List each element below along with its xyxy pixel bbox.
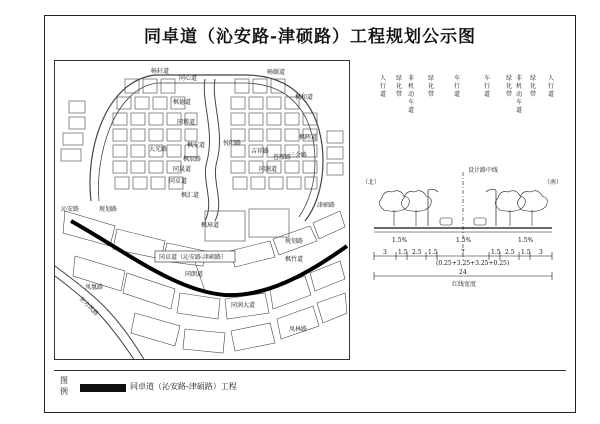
- slope-mid: 1.5%: [456, 237, 472, 244]
- dim-value: 7: [461, 249, 465, 256]
- lane-label-t3: 非机动车道: [408, 75, 415, 114]
- map-label: 津硕路: [317, 202, 336, 209]
- map-label: 枫璋道: [201, 222, 220, 229]
- lane-label-t1: 人行道: [380, 75, 387, 98]
- lane-label-t6: 车行道: [484, 75, 491, 98]
- map-label: 畅轩道: [151, 68, 170, 75]
- map-label: 东方风路: [77, 295, 100, 318]
- dim-value: 1.5: [491, 249, 501, 256]
- lane-label-t4: 绿化带: [428, 75, 435, 98]
- lane-label-t10: 人行道: [548, 75, 555, 98]
- map-label: 同润大道: [231, 302, 256, 309]
- dim-value: 1.5: [428, 249, 438, 256]
- total-width: 24: [459, 269, 467, 276]
- trees: [379, 191, 547, 226]
- cross-section-drawing: [356, 60, 566, 360]
- dim-value: 1.5: [398, 249, 408, 256]
- lane-label-t8: 非机动车道: [516, 75, 523, 114]
- map-label: 规划路: [99, 206, 118, 213]
- map-label: 同源道: [259, 166, 278, 173]
- map-label: 枫汇道: [181, 192, 200, 199]
- map-label: 大光路: [149, 146, 168, 153]
- legend-label: 图 例: [60, 376, 68, 396]
- lane-label-t9: 绿化带: [530, 75, 537, 98]
- centerline-label: 设计路中线: [468, 167, 499, 174]
- map-label: 同朗道: [185, 271, 204, 278]
- dim-value: 1.5: [521, 249, 531, 256]
- dim-value: 3: [383, 249, 387, 256]
- map-label: 枫晖道: [299, 134, 318, 141]
- map-label: 沁安路: [61, 206, 80, 213]
- map-label: 悦阳路: [223, 140, 242, 147]
- lane-label-t5: 车行道: [454, 75, 461, 98]
- map-label: 枫辰路: [183, 156, 202, 163]
- map-label: 同卓道: [169, 178, 188, 185]
- legend-swatch: [80, 384, 126, 392]
- map-label: 吉祥路: [251, 148, 270, 155]
- map-label: 同心道: [179, 75, 198, 82]
- legend-text: 同卓道（沁安路-津硕路）工程: [130, 382, 237, 391]
- map-label: 枫竹道: [285, 256, 304, 263]
- dim-value: 2.5: [505, 249, 515, 256]
- slope-left: 1.5%: [392, 237, 408, 244]
- total-width-label: 红线宽度: [452, 281, 477, 288]
- page-title: 同卓道（沁安路-津硕路）工程规划公示图: [143, 27, 477, 47]
- planning-map: [54, 60, 350, 360]
- map-label: 同博道: [177, 119, 196, 126]
- map-label: 枫和道: [295, 94, 314, 101]
- dim-value: 2.5: [412, 249, 422, 256]
- dim-value: 3: [539, 249, 543, 256]
- lane-labels: [380, 74, 554, 114]
- map-label: 凤凰路: [85, 284, 104, 291]
- map-label: 凤林路: [289, 326, 308, 333]
- side-label-north: （北）: [362, 179, 381, 186]
- map-roads: [55, 75, 347, 360]
- map-label: 同晟道: [173, 166, 192, 173]
- callout-text: 同卓道（沁安路-津硕路）: [159, 254, 228, 261]
- road-cross-section: [356, 60, 566, 360]
- side-label-south: （南）: [544, 179, 563, 186]
- map-label: 枫德道: [173, 99, 192, 106]
- map-label: 规划路: [285, 238, 304, 245]
- lane-label-t7: 绿化带: [506, 75, 513, 98]
- sub-dimension: (0.25+3.25+3.25+0.25): [436, 260, 510, 267]
- legend: [54, 370, 566, 405]
- lane-label-t2: 绿化带: [396, 75, 403, 98]
- map-label: 枫安道: [187, 142, 206, 149]
- slope-right: 1.5%: [518, 237, 534, 244]
- map-label: 苍雁路: [273, 154, 292, 161]
- map-label: 畅颐道: [267, 69, 286, 76]
- map-drawing: [55, 61, 350, 360]
- map-label: 三会路: [289, 152, 308, 159]
